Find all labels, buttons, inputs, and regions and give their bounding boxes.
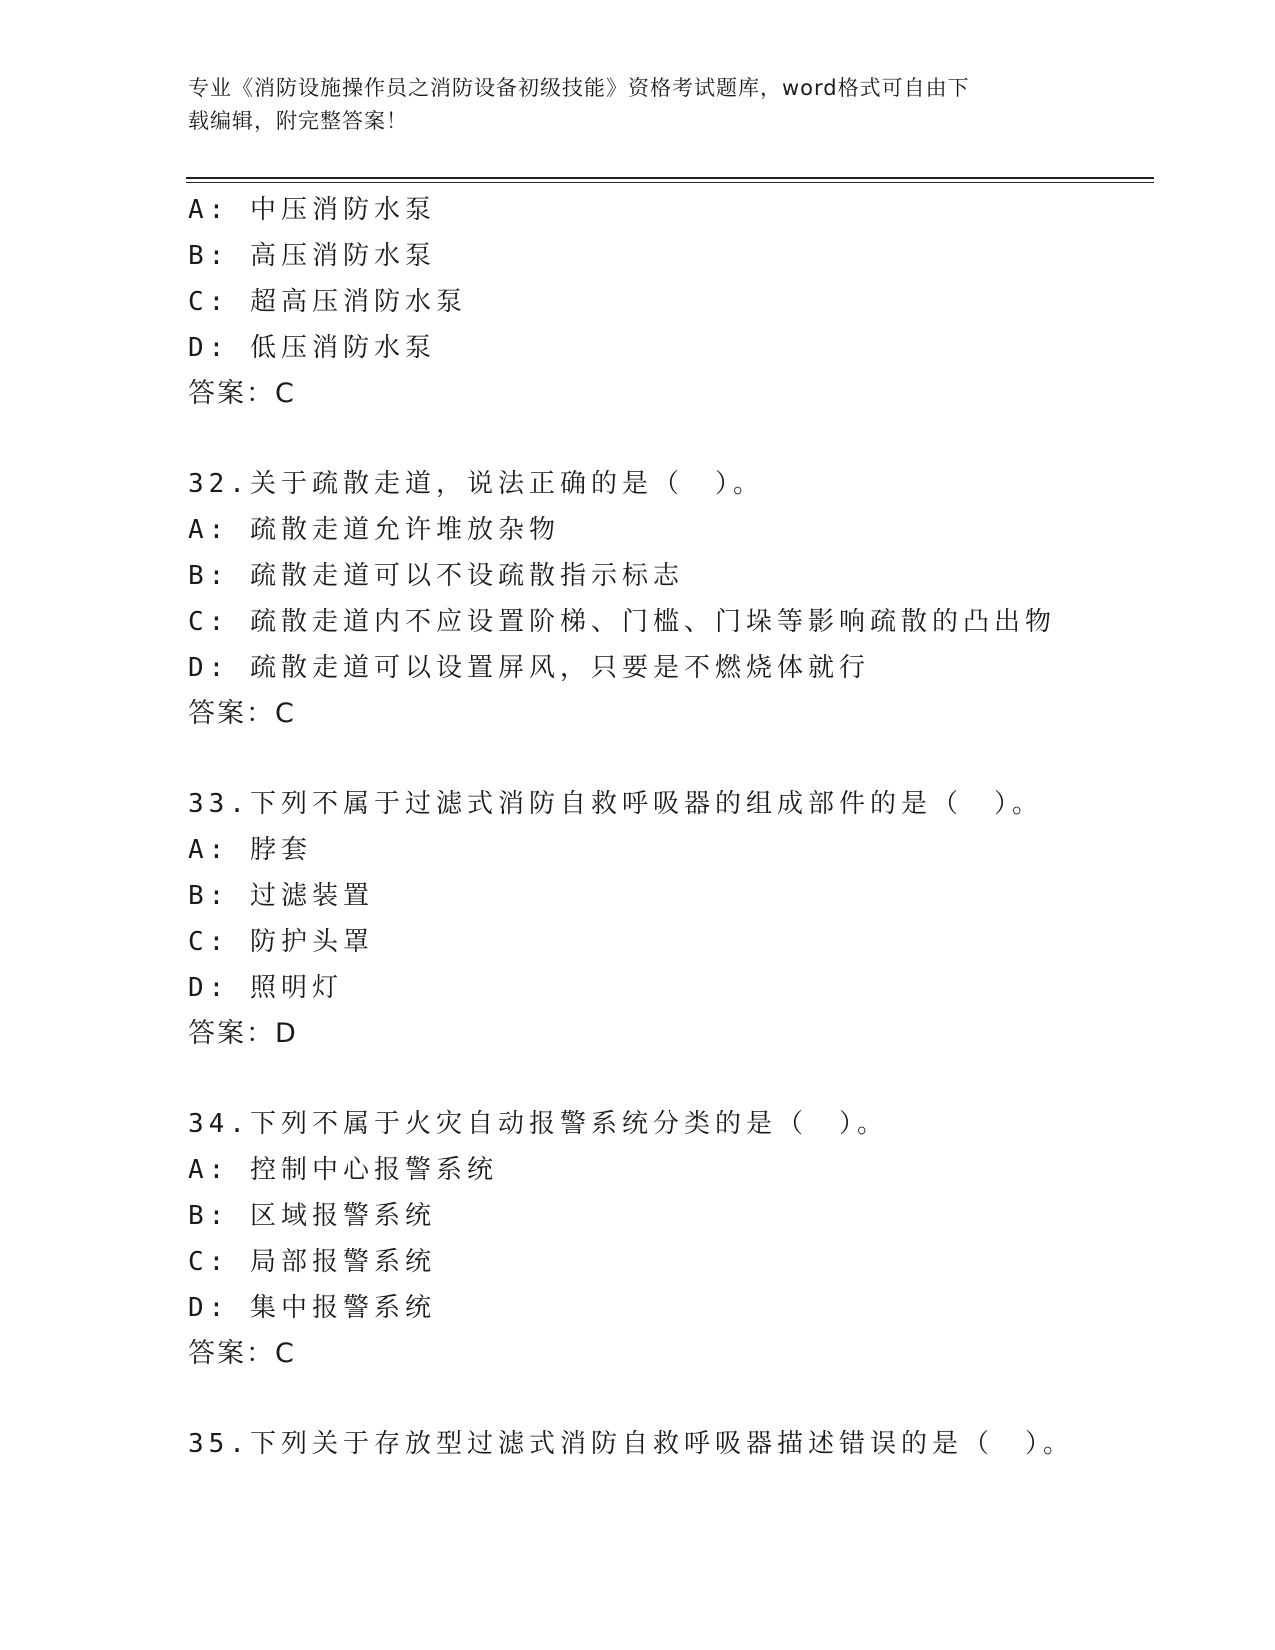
question-list [188,187,1188,1467]
question-block-31 [188,187,1188,417]
spacer [188,737,1188,781]
question-text: 32.关于疏散走道，说法正确的是（ ）。 [188,469,764,499]
question-block-34 [188,1101,1188,1377]
question-text: 33.下列不属于过滤式消防自救呼吸器的组成部件的是（ ）。 [188,789,1043,819]
option-a: A: 控制中心报警系统 [188,1155,498,1185]
option-b: B: 区域报警系统 [188,1201,436,1231]
spacer [188,1377,1188,1421]
question-text: 35.下列关于存放型过滤式消防自救呼吸器描述错误的是（ ）。 [188,1429,1074,1459]
document-header [188,72,1068,138]
option-b: B: 疏散走道可以不设疏散指示标志 [188,561,684,591]
question-text: 34.下列不属于火灾自动报警系统分类的是（ ）。 [188,1109,888,1139]
answer-line: 答案：C [188,378,296,409]
answer-line: 答案：D [188,1018,298,1049]
question-block-35 [188,1421,1188,1467]
option-b: B: 高压消防水泵 [188,241,436,271]
option-c: C: 局部报警系统 [188,1247,436,1277]
option-a: A: 中压消防水泵 [188,195,436,225]
question-block-32 [188,461,1188,737]
option-d: D: 集中报警系统 [188,1293,436,1323]
header-line-2: 载编辑，附完整答案！ [188,109,408,133]
header-line-1: 专业《消防设施操作员之消防设备初级技能》资格考试题库，word格式可自由下 [188,76,970,100]
question-block-33 [188,781,1188,1057]
option-c: C: 超高压消防水泵 [188,287,467,317]
option-a: A: 脖套 [188,835,312,865]
answer-line: 答案：C [188,1338,296,1369]
header-divider-bottom [186,182,1154,183]
header-divider-top [186,177,1154,179]
spacer [188,1057,1188,1101]
option-d: D: 疏散走道可以设置屏风，只要是不燃烧体就行 [188,653,870,683]
option-d: D: 低压消防水泵 [188,333,436,363]
option-b: B: 过滤装置 [188,881,374,911]
answer-line: 答案：C [188,698,296,729]
option-a: A: 疏散走道允许堆放杂物 [188,515,560,545]
option-c: C: 疏散走道内不应设置阶梯、门槛、门垛等影响疏散的凸出物 [188,607,1056,637]
option-d: D: 照明灯 [188,973,343,1003]
option-c: C: 防护头罩 [188,927,374,957]
spacer [188,417,1188,461]
